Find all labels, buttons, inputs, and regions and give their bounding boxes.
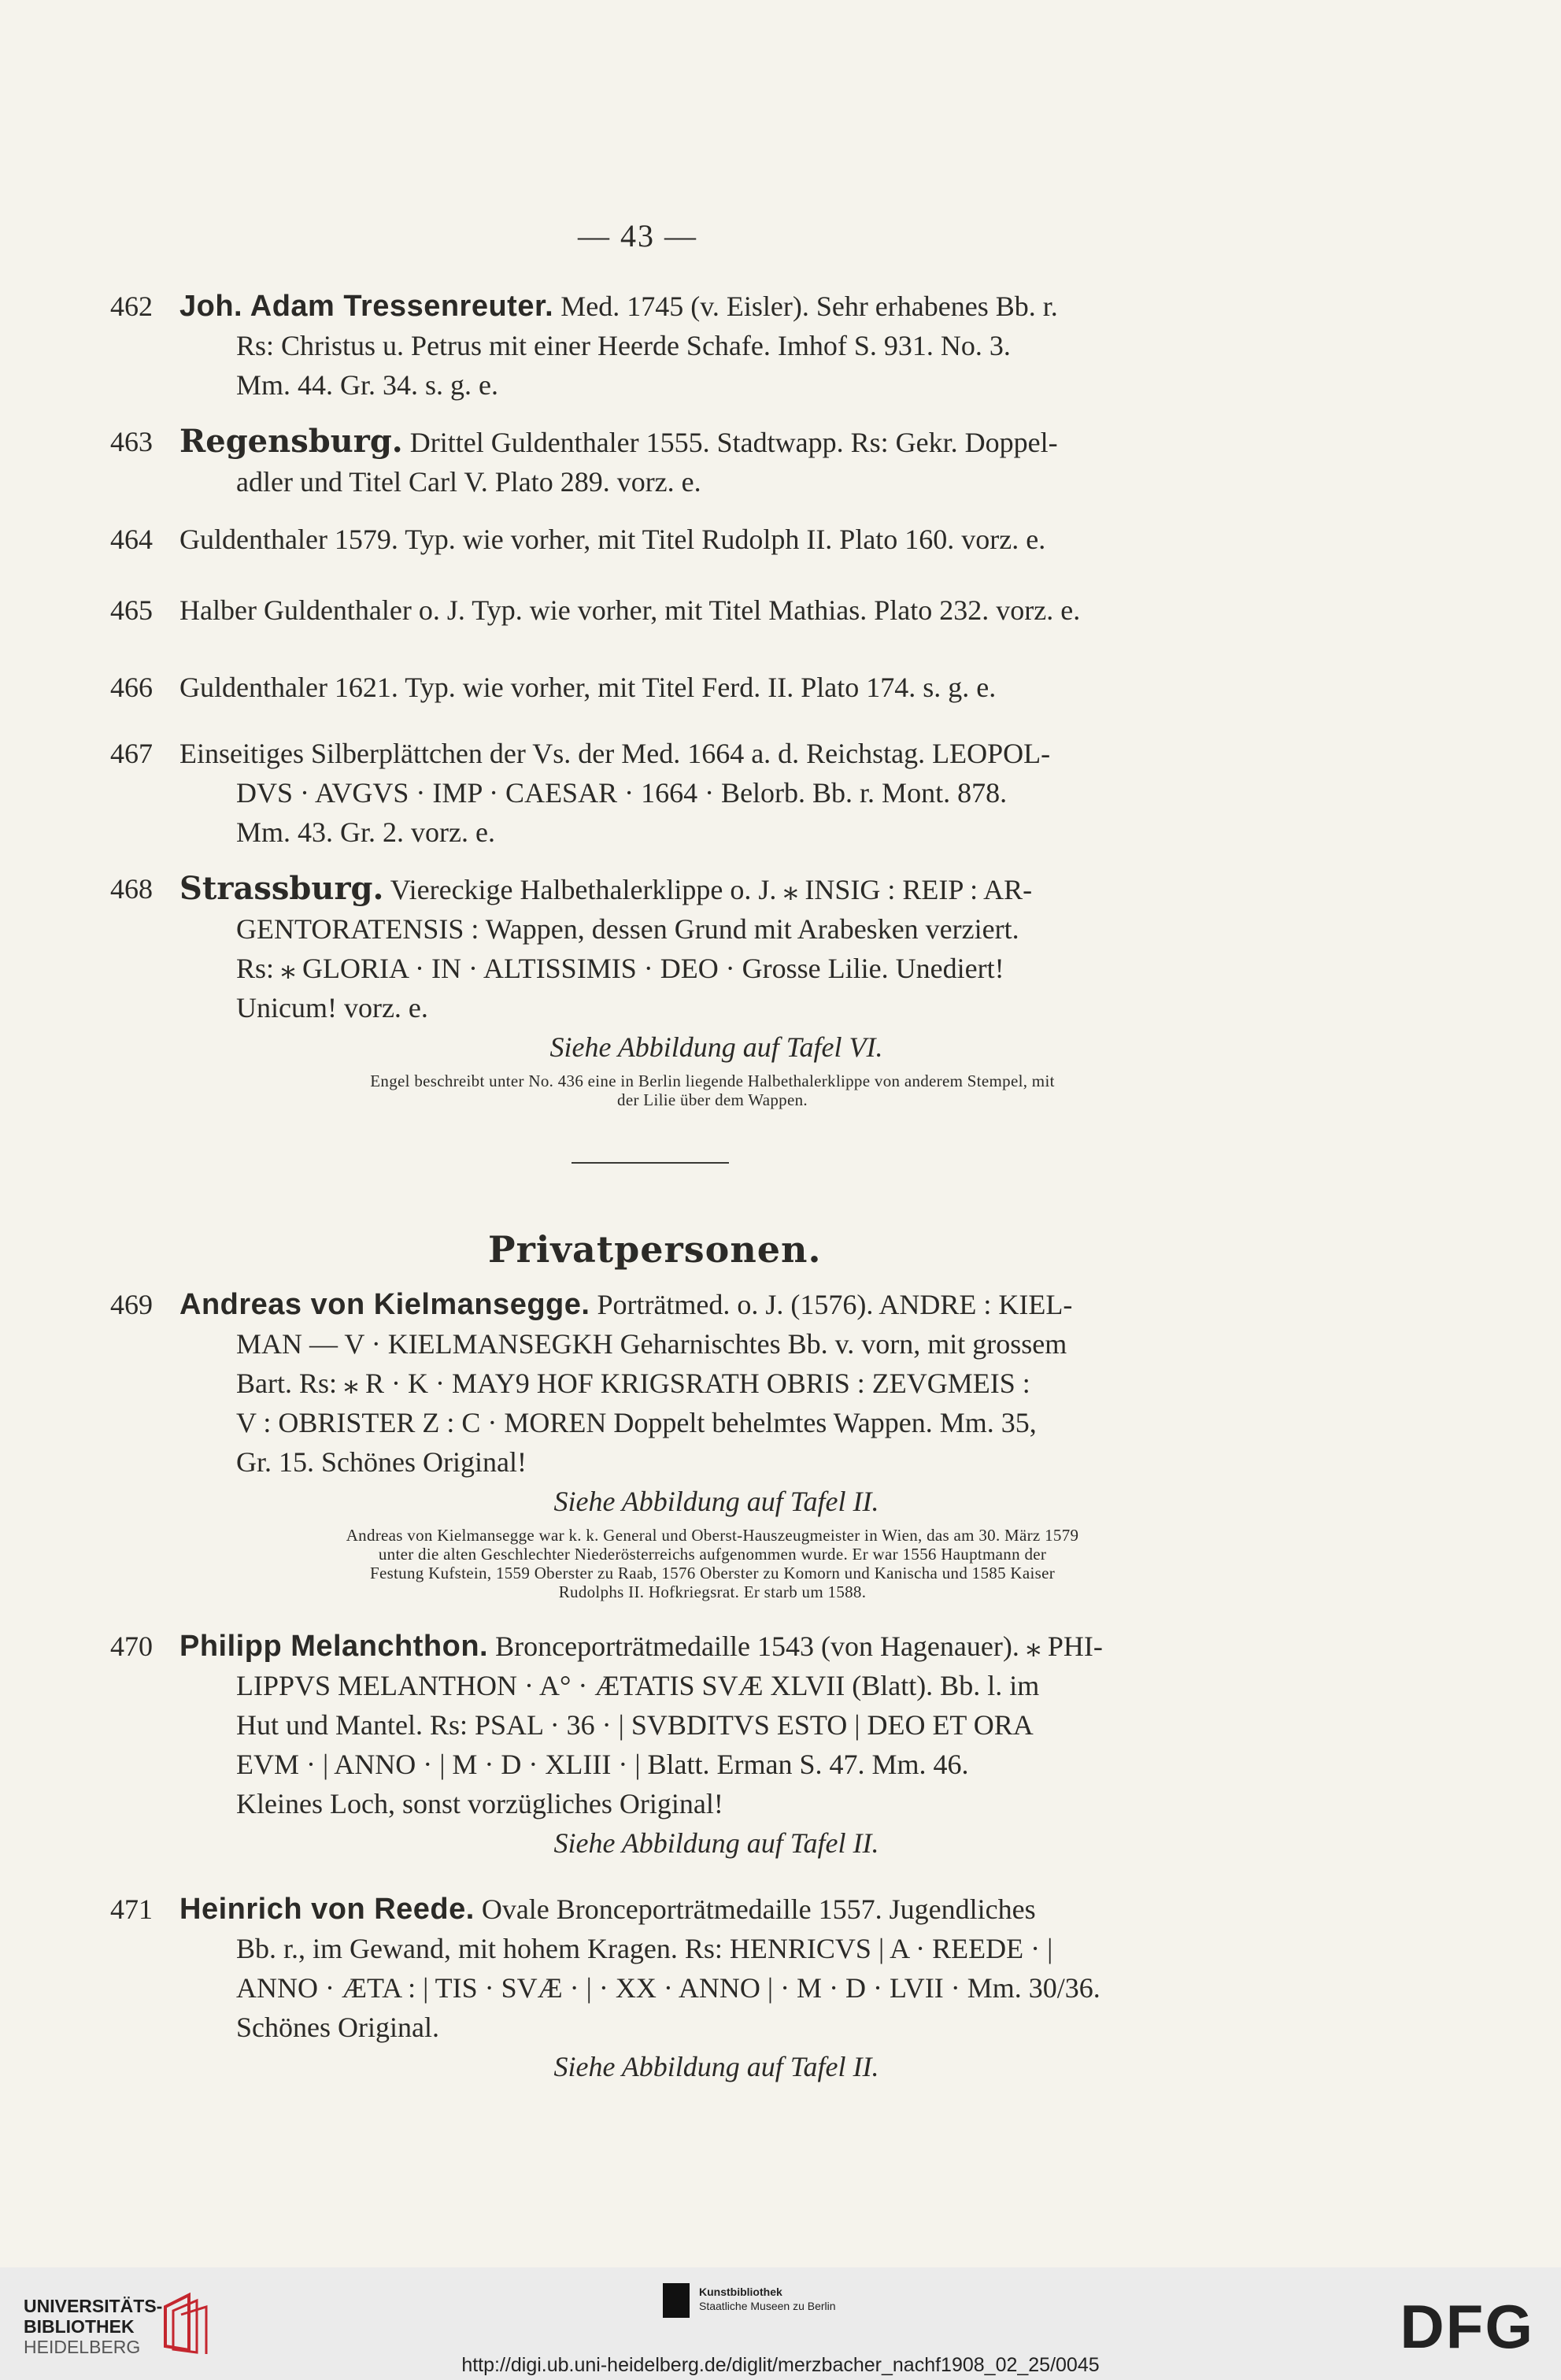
catalog-entry <box>110 869 1197 1109</box>
catalog-entry <box>110 287 1197 405</box>
entry-line <box>110 1929 1197 1968</box>
catalog-entry <box>110 590 1197 630</box>
entry-text: Ovale Bronceporträtmedaille 1557. Jugendliches <box>481 1893 1036 1925</box>
entry-line <box>110 909 1197 949</box>
entry-number: 470 <box>110 1630 153 1662</box>
entry-text: Guldenthaler 1579. Typ. wie vorher, mit Titel Rudolph II. Plato 160. vorz. e. <box>179 524 1046 555</box>
entry-line <box>110 668 1197 707</box>
catalog-entry <box>110 668 1197 707</box>
permalink-url[interactable]: http://digi.ub.uni-heidelberg.de/diglit/merzbacher_nachf1908_02_25/0045 <box>461 2354 1100 2376</box>
entry-line <box>110 287 1197 326</box>
entry-line <box>110 773 1197 812</box>
entry-line <box>110 462 1197 502</box>
uni-heidelberg-logo-icon <box>157 2291 213 2354</box>
entry-text: Porträtmed. o. J. (1576). ANDRE : KIEL- <box>597 1289 1073 1320</box>
entry-text: Kleines Loch, sonst vorzügliches Original! <box>236 1788 723 1819</box>
entry-line <box>110 734 1197 773</box>
entry-number: 468 <box>110 873 153 905</box>
entry-text: Bronceporträtmedaille 1543 (von Hagenauer). ⁎ PHI- <box>495 1630 1103 1662</box>
entry-text: Halber Guldenthaler o. J. Typ. wie vorher, mit Titel Mathias. Plato 232. vorz. e. <box>179 594 1081 626</box>
kunstbibliothek-label: Kunstbibliothek Staatliche Museen zu Berlin <box>699 2286 836 2312</box>
entry-line <box>110 1324 1197 1364</box>
entry-line <box>110 365 1197 405</box>
page-number: — 43 — <box>578 218 697 254</box>
entry-line <box>110 812 1197 852</box>
entry-line <box>110 1364 1197 1403</box>
entry-name: Heinrich von Reede. <box>179 1893 475 1926</box>
section-divider <box>572 1162 729 1164</box>
entry-text: Einseitiges Silberplättchen der Vs. der Med. 1664 a. d. Reichstag. LEOPOL- <box>179 738 1051 769</box>
plate-reference: Siehe Abbildung auf Tafel II. <box>553 1486 879 1517</box>
entry-text: EVM · | ANNO · | M · D · XLIII · | Blatt. Erman S. 47. Mm. 46. <box>236 1749 969 1780</box>
entry-text: Gr. 15. Schönes Original! <box>236 1446 527 1478</box>
entry-text: Bart. Rs: ⁎ R · K · MAY9 HOF KRIGSRATH OBRIS : ZEVGMEIS : <box>236 1368 1030 1399</box>
entry-number: 467 <box>110 738 153 769</box>
entry-text: MAN — V · KIELMANSEGKH Geharnischtes Bb. v. vorn, mit grossem <box>236 1328 1067 1360</box>
entry-text: Unicum! vorz. e. <box>236 992 428 1023</box>
entry-line <box>110 1745 1197 1784</box>
entry-name: Regensburg. <box>179 423 403 460</box>
plate-reference: Siehe Abbildung auf Tafel II. <box>553 2051 879 2082</box>
catalog-entry <box>110 1627 1197 1863</box>
entry-text: Guldenthaler 1621. Typ. wie vorher, mit Titel Ferd. II. Plato 174. s. g. e. <box>179 672 997 703</box>
entry-number: 471 <box>110 1893 153 1925</box>
entry-text: Bb. r., im Gewand, mit hohem Kragen. Rs: HENRICVS | A · REEDE · | <box>236 1933 1053 1964</box>
entry-text: adler und Titel Carl V. Plato 289. vorz. e. <box>236 466 701 498</box>
section-title: Privatpersonen. <box>488 1228 822 1271</box>
entry-line <box>110 1890 1197 1929</box>
entry-line <box>110 422 1197 462</box>
entry-text: Rs: ⁎ GLORIA · IN · ALTISSIMIS · DEO · Grosse Lilie. Unediert! <box>236 953 1004 984</box>
entry-text: Med. 1745 (v. Eisler). Sehr erhabenes Bb. r. <box>560 291 1058 322</box>
entry-number: 465 <box>110 594 153 626</box>
catalog-entry <box>110 520 1197 559</box>
entry-text: DVS · AVGVS · IMP · CAESAR · 1664 · Belorb. Bb. r. Mont. 878. <box>236 777 1008 809</box>
entry-text: GENTORATENSIS : Wappen, dessen Grund mit Arabesken verziert. <box>236 913 1019 945</box>
entry-text: Mm. 43. Gr. 2. vorz. e. <box>236 816 495 848</box>
entry-number: 466 <box>110 672 153 703</box>
entry-line <box>110 1705 1197 1745</box>
entry-name: Joh. Adam Tressenreuter. <box>179 290 554 323</box>
footnote-line: der Lilie über dem Wappen. <box>617 1090 808 1109</box>
entry-text: V : OBRISTER Z : C · MOREN Doppelt behelmtes Wappen. Mm. 35, <box>236 1407 1037 1438</box>
catalog-entry <box>110 1890 1197 2086</box>
entry-line <box>110 326 1197 365</box>
entry-footnote <box>110 1526 1197 1601</box>
entry-number: 463 <box>110 426 153 457</box>
entry-text: ANNO · ÆTA : | TIS · SVÆ · | · XX · ANNO | · M · D · LVII · Mm. 30/36. <box>236 1972 1100 2004</box>
plate-reference: Siehe Abbildung auf Tafel VI. <box>549 1031 883 1063</box>
entry-number: 464 <box>110 524 153 555</box>
entry-footnote <box>110 1072 1197 1109</box>
entry-text: Hut und Mantel. Rs: PSAL · 36 · | SVBDITVS ESTO | DEO ET ORA <box>236 1709 1034 1741</box>
kunstbibliothek-logo-icon <box>663 2283 690 2318</box>
footnote-line: Engel beschreibt unter No. 436 eine in Berlin liegende Halbethalerklippe von anderem Stempel, mit <box>370 1072 1055 1090</box>
entry-line <box>110 2008 1197 2047</box>
catalog-entry <box>110 422 1197 502</box>
entry-text: Viereckige Halbethalerklippe o. J. ⁎ INSIG : REIP : AR- <box>390 874 1033 905</box>
entry-line <box>110 1442 1197 1482</box>
entry-text: Mm. 44. Gr. 34. s. g. e. <box>236 369 498 401</box>
footnote-line: Andreas von Kielmansegge war k. k. General und Oberst-Hauszeugmeister in Wien, das am 30. März 1579 <box>346 1526 1079 1545</box>
catalog-entry <box>110 734 1197 852</box>
entry-name: Philipp Melanchthon. <box>179 1630 489 1663</box>
entry-line <box>110 1666 1197 1705</box>
entry-line <box>110 1403 1197 1442</box>
plate-reference: Siehe Abbildung auf Tafel II. <box>553 1827 879 1859</box>
entry-line <box>110 590 1197 630</box>
entry-number: 469 <box>110 1289 153 1320</box>
entry-line <box>110 1285 1197 1324</box>
entry-line <box>110 1784 1197 1823</box>
footnote-line: Festung Kufstein, 1559 Oberster zu Raab, 1576 Oberster zu Komorn und Kanischa und 1585 Kaiser <box>369 1564 1056 1582</box>
entry-name: Andreas von Kielmansegge. <box>179 1288 590 1321</box>
entry-line <box>110 520 1197 559</box>
entry-text: Rs: Christus u. Petrus mit einer Heerde Schafe. Imhof S. 931. No. 3. <box>236 330 1011 361</box>
entry-line <box>110 1968 1197 2008</box>
entry-name: Strassburg. <box>179 870 384 907</box>
entry-line <box>110 988 1197 1027</box>
dfg-logo: DFG <box>1400 2292 1534 2361</box>
entry-text: LIPPVS MELANTHON · A° · ÆTATIS SVÆ XLVII (Blatt). Bb. l. im <box>236 1670 1040 1701</box>
entry-number: 462 <box>110 291 153 322</box>
entry-text: Schönes Original. <box>236 2012 439 2043</box>
entry-line <box>110 949 1197 988</box>
footnote-line: Rudolphs II. Hofkriegsrat. Er starb um 1588. <box>558 1582 867 1601</box>
uni-heidelberg-logo-text: UNIVERSITÄTS- BIBLIOTHEK HEIDELBERG <box>24 2296 163 2357</box>
entry-line <box>110 869 1197 909</box>
viewer-footer <box>0 2267 1561 2380</box>
catalog-entry <box>110 1285 1197 1601</box>
entry-line <box>110 1627 1197 1666</box>
footnote-line: unter die alten Geschlechter Niederösterreichs aufgenommen wurde. Er war 1556 Hauptmann der <box>378 1545 1047 1564</box>
entry-text: Drittel Guldenthaler 1555. Stadtwapp. Rs: Gekr. Doppel- <box>409 427 1058 458</box>
